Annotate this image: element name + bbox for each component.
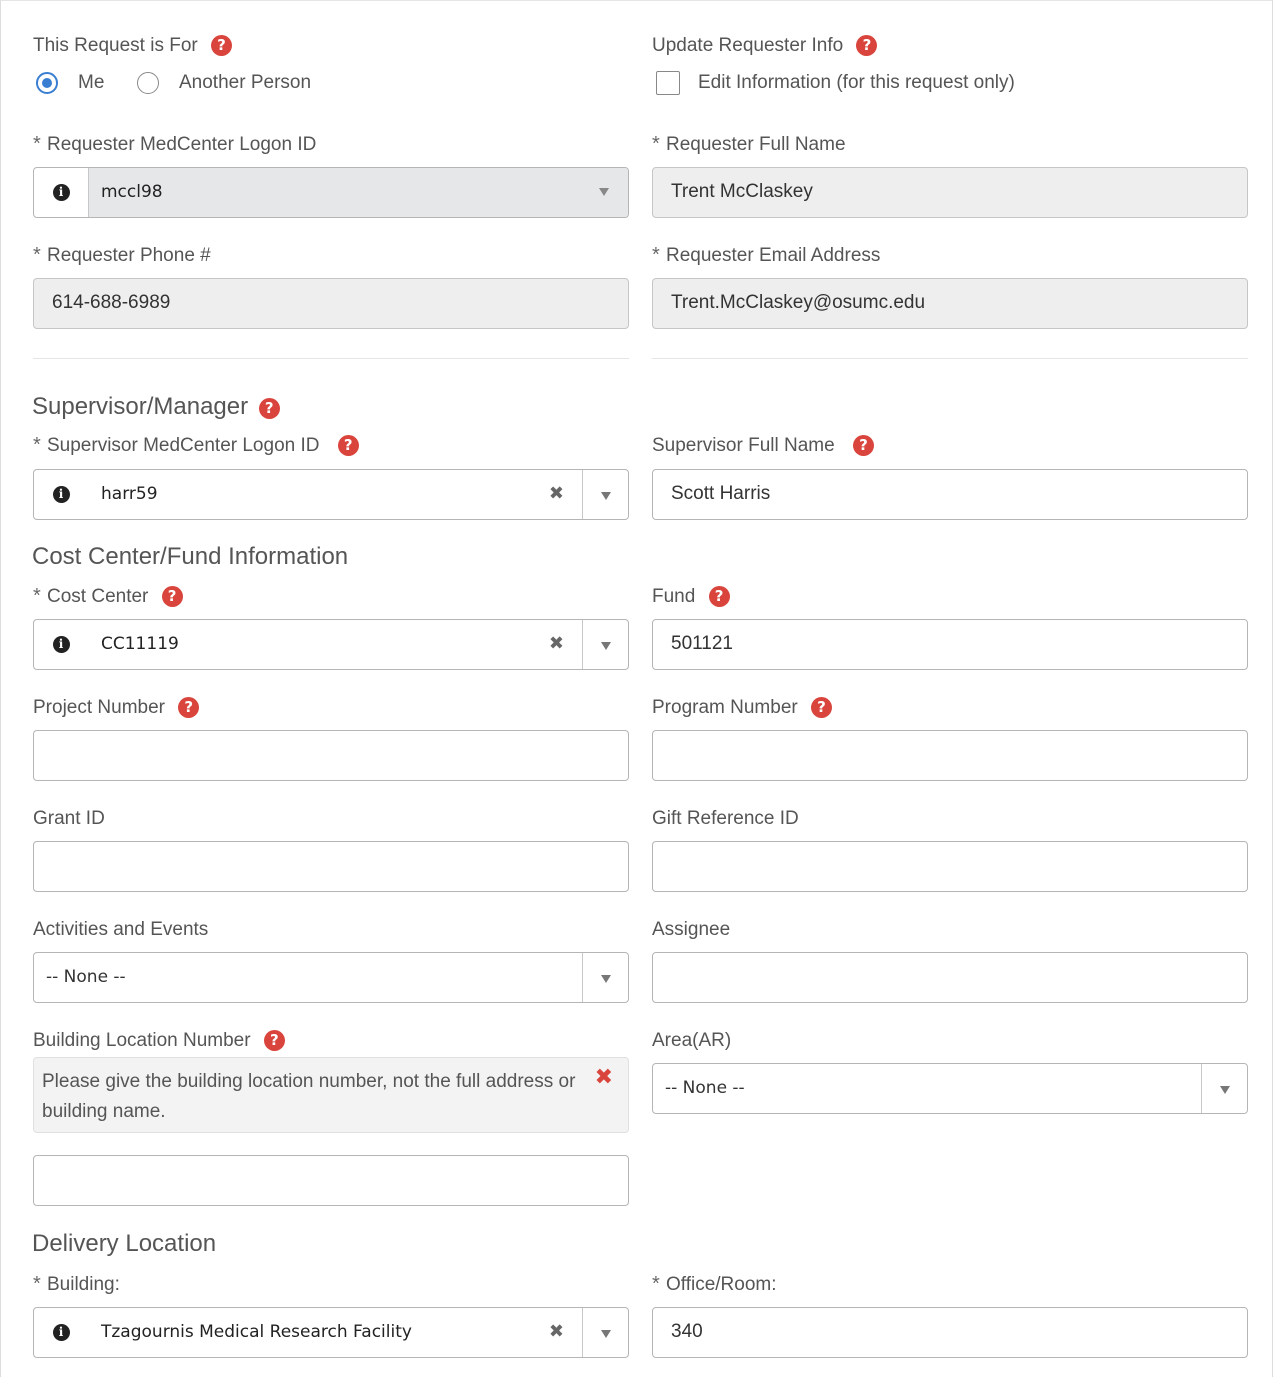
requester-phone-value: 614-688-6989 (52, 292, 171, 313)
requester-phone-label: Requester Phone # (47, 245, 211, 266)
edit-information-label: Edit Information (for this request only) (698, 72, 1015, 93)
cost-section-title: Cost Center/Fund Information (32, 543, 349, 570)
required-marker: * (33, 133, 41, 155)
building-number-help-message (33, 1057, 629, 1133)
required-marker: * (33, 244, 41, 266)
grant-id-label: Grant ID (33, 808, 105, 829)
activities-select[interactable] (33, 952, 629, 1003)
grant-id-input[interactable] (33, 841, 629, 892)
cost-center-value: CC11119 (101, 634, 179, 654)
requester-name-label: Requester Full Name (666, 134, 846, 155)
requester-logon-value: mccl98 (101, 182, 163, 202)
info-icon[interactable]: i (34, 620, 88, 669)
help-icon[interactable]: ? (338, 435, 359, 456)
chevron-down-icon (601, 492, 611, 500)
project-number-input[interactable] (33, 730, 629, 781)
dropdown-toggle[interactable] (1201, 1064, 1247, 1113)
chevron-down-icon (1220, 1086, 1230, 1094)
close-icon[interactable]: ✖ (594, 1065, 613, 1090)
requester-logon-label: Requester MedCenter Logon ID (47, 134, 317, 155)
request-for-label: This Request is For ? (33, 35, 232, 57)
requester-logon-select[interactable] (88, 168, 628, 217)
activities-value: -- None -- (46, 967, 126, 987)
supervisor-name-input[interactable] (652, 469, 1248, 520)
clear-icon[interactable]: ✖ (548, 633, 564, 654)
office-room-input[interactable] (652, 1307, 1248, 1358)
gift-reference-label: Gift Reference ID (652, 808, 799, 829)
activities-label: Activities and Events (33, 919, 209, 940)
gift-reference-input[interactable] (652, 841, 1248, 892)
requester-phone-input[interactable] (33, 278, 629, 329)
help-icon[interactable]: ? (178, 697, 199, 718)
supervisor-logon-field[interactable] (33, 469, 629, 520)
building-number-help-text: Please give the building location number, not the full address or building name. (42, 1071, 576, 1122)
dropdown-toggle[interactable] (582, 1308, 628, 1357)
help-icon[interactable]: ? (162, 586, 183, 607)
requester-email-value: Trent.McClaskey@osumc.edu (671, 292, 926, 313)
clear-icon[interactable]: ✖ (548, 483, 564, 504)
building-label: Building: (47, 1274, 120, 1295)
building-number-label: Building Location Number ? (33, 1030, 285, 1052)
assignee-label: Assignee (652, 919, 731, 940)
required-marker: * (33, 1273, 41, 1295)
assignee-input[interactable] (652, 952, 1248, 1003)
chevron-down-icon[interactable] (599, 188, 609, 196)
info-icon[interactable]: i (34, 1308, 88, 1357)
help-icon[interactable]: ? (709, 586, 730, 607)
building-value: Tzagournis Medical Research Facility (101, 1322, 412, 1342)
supervisor-section-title: Supervisor/Manager ? (32, 393, 280, 421)
area-label: Area(AR) (652, 1030, 732, 1051)
requester-name-input[interactable] (652, 167, 1248, 218)
program-number-label: Program Number ? (652, 697, 832, 719)
divider (33, 358, 629, 359)
info-icon[interactable]: i (34, 470, 88, 519)
info-icon[interactable]: i (34, 168, 88, 217)
chevron-down-icon (601, 975, 611, 983)
requester-logon-field[interactable] (33, 167, 629, 218)
delivery-section-title: Delivery Location (32, 1230, 217, 1257)
project-number-label: Project Number ? (33, 697, 199, 719)
area-select[interactable] (652, 1063, 1248, 1114)
help-icon[interactable]: ? (211, 35, 232, 56)
help-icon[interactable]: ? (259, 398, 280, 419)
cost-center-label: Cost Center ? (47, 586, 183, 608)
requester-email-label: Requester Email Address (666, 245, 881, 266)
dropdown-toggle[interactable] (582, 620, 628, 669)
cost-center-field[interactable] (33, 619, 629, 670)
requester-email-input[interactable] (652, 278, 1248, 329)
radio-another-person-label: Another Person (179, 72, 312, 93)
help-icon[interactable]: ? (811, 697, 832, 718)
supervisor-name-label: Supervisor Full Name ? (652, 435, 874, 457)
supervisor-name-value: Scott Harris (671, 483, 771, 504)
help-icon[interactable]: ? (853, 435, 874, 456)
chevron-down-icon (601, 1330, 611, 1338)
required-marker: * (33, 585, 41, 607)
building-number-input[interactable] (33, 1155, 629, 1206)
edit-information-checkbox[interactable] (656, 71, 680, 95)
building-field[interactable] (33, 1307, 629, 1358)
supervisor-logon-value: harr59 (101, 484, 158, 504)
help-icon[interactable]: ? (264, 1030, 285, 1051)
dropdown-toggle[interactable] (582, 953, 628, 1002)
radio-me[interactable] (36, 72, 58, 94)
help-icon[interactable]: ? (856, 35, 877, 56)
program-number-input[interactable] (652, 730, 1248, 781)
requester-name-value: Trent McClaskey (671, 181, 813, 202)
clear-icon[interactable]: ✖ (548, 1321, 564, 1342)
dropdown-toggle[interactable] (582, 470, 628, 519)
divider (652, 358, 1248, 359)
office-room-value: 340 (671, 1321, 703, 1342)
radio-another-person[interactable] (137, 72, 159, 94)
office-room-label: Office/Room: (666, 1274, 777, 1295)
supervisor-logon-label: Supervisor MedCenter Logon ID ? (47, 435, 359, 457)
required-marker: * (652, 133, 660, 155)
required-marker: * (652, 1273, 660, 1295)
chevron-down-icon (601, 642, 611, 650)
fund-input[interactable] (652, 619, 1248, 670)
update-requester-label: Update Requester Info ? (652, 35, 877, 57)
required-marker: * (33, 434, 41, 456)
required-marker: * (652, 244, 660, 266)
area-value: -- None -- (665, 1078, 745, 1098)
fund-label: Fund ? (652, 586, 730, 608)
fund-value: 501121 (671, 633, 733, 654)
radio-me-label: Me (78, 72, 105, 93)
